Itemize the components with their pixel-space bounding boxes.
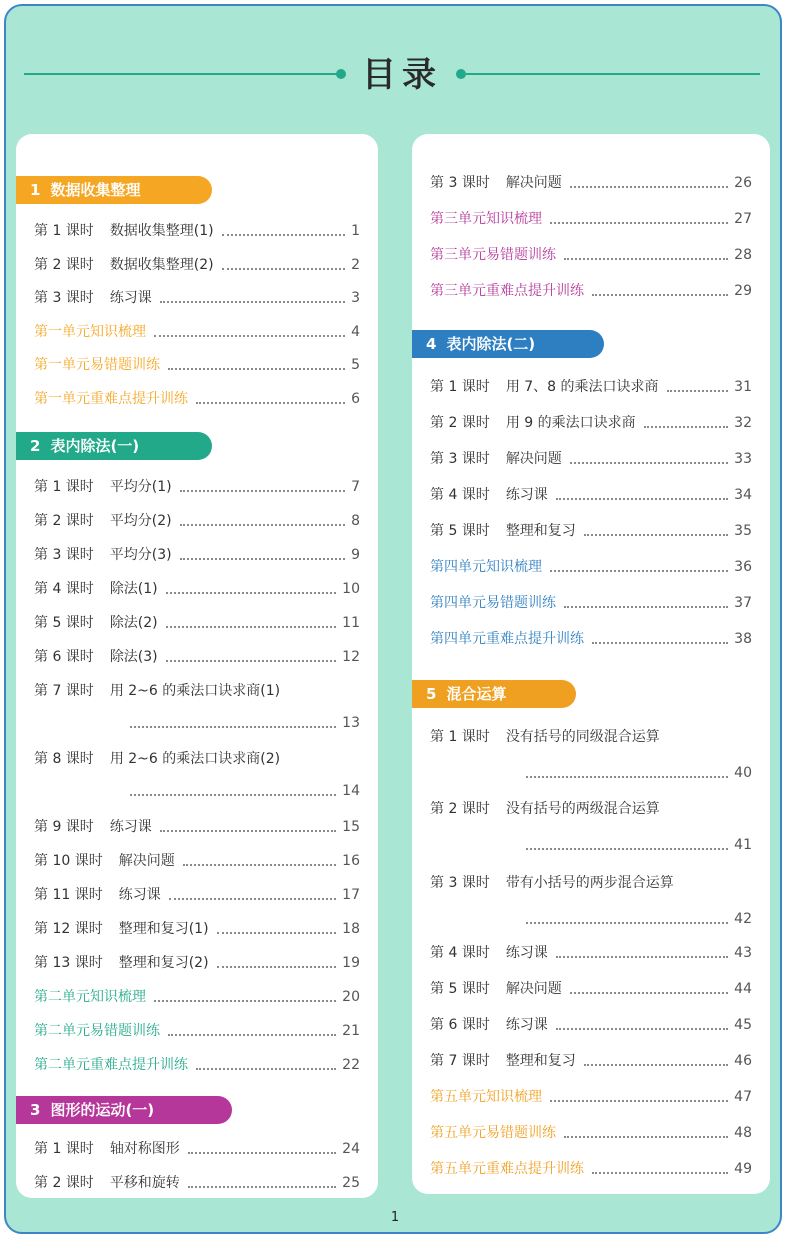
lesson-label: 第 5 课时: [430, 523, 490, 539]
entry-page-number: 27: [734, 211, 752, 227]
title-dot-left: [336, 69, 346, 79]
dot-leader: [570, 992, 728, 994]
entry-title: 解决问题: [505, 451, 562, 467]
entry-title: 除法(3): [109, 649, 158, 665]
toc-entry[interactable]: [430, 282, 752, 300]
dot-leader: [564, 258, 728, 260]
toc-entry[interactable]: [34, 222, 360, 240]
entry-page-number: 41: [734, 837, 752, 853]
dot-leader: [222, 268, 345, 270]
toc-entry[interactable]: [34, 1022, 360, 1040]
unit-header[interactable]: [16, 432, 212, 460]
entry-title: 第四单元重难点提升训练: [430, 631, 584, 647]
dot-leader: [570, 186, 728, 188]
entry-title: 平均分(2): [109, 513, 172, 529]
entry-title: 平均分(1): [109, 479, 172, 495]
dot-leader: [188, 1186, 336, 1188]
lesson-label: 第 1 课时: [34, 479, 94, 495]
toc-entry[interactable]: [430, 486, 752, 504]
entry-page-number: 40: [734, 765, 752, 781]
dot-leader: [592, 1172, 728, 1174]
entry-page-number: 15: [342, 819, 360, 835]
entry-title: 第一单元重难点提升训练: [34, 391, 188, 407]
lesson-label: 第 11 课时: [34, 887, 103, 903]
entry-title: 第一单元易错题训练: [34, 357, 160, 373]
toc-entry[interactable]: [34, 614, 360, 632]
entry-title: 用 2~6 的乘法口诀求商(2): [109, 751, 281, 767]
toc-entry[interactable]: [34, 954, 360, 972]
entry-title: 用 2~6 的乘法口诀求商(1): [109, 683, 281, 699]
entry-title: 平均分(3): [109, 547, 172, 563]
entry-page-number: 6: [351, 391, 360, 407]
lesson-label: 第 2 课时: [430, 415, 490, 431]
entry-title: 用 9 的乘法口诀求商: [505, 415, 636, 431]
entry-page-number: 20: [342, 989, 360, 1005]
toc-entry[interactable]: [34, 750, 360, 768]
entry-page-number: 13: [342, 715, 360, 731]
entry-title: 数据收集整理(2): [109, 257, 214, 273]
dot-leader: [166, 626, 337, 628]
lesson-label: 第 10 课时: [34, 853, 103, 869]
entry-title: 练习课: [109, 819, 152, 835]
entry-page-number: 26: [734, 175, 752, 191]
lesson-label: 第 2 课时: [34, 257, 94, 273]
entry-title: 数据收集整理(1): [109, 223, 214, 239]
lesson-label: 第 3 课时: [430, 875, 490, 891]
dot-leader: [130, 794, 336, 796]
dot-leader: [188, 1152, 336, 1154]
dot-leader: [526, 922, 728, 924]
entry-title: 第四单元知识梳理: [430, 559, 542, 575]
unit-header[interactable]: [412, 680, 576, 708]
toc-entry[interactable]: [430, 874, 752, 892]
entry-title: 练习课: [505, 1017, 548, 1033]
entry-page-number: 34: [734, 487, 752, 503]
entry-page-number: 43: [734, 945, 752, 961]
entry-page-number: 22: [342, 1057, 360, 1073]
dot-leader: [180, 558, 345, 560]
entry-title: 第二单元重难点提升训练: [34, 1057, 188, 1073]
lesson-label: 第 2 课时: [34, 513, 94, 529]
entry-page-number: 45: [734, 1017, 752, 1033]
entry-title: 练习课: [118, 887, 161, 903]
toc-column-right: [412, 134, 770, 1194]
toc-entry[interactable]: [34, 580, 360, 598]
toc-entry[interactable]: [34, 1174, 360, 1192]
entry-title: 除法(2): [109, 615, 158, 631]
dot-leader: [180, 490, 345, 492]
entry-title: 轴对称图形: [109, 1141, 180, 1157]
lesson-label: 第 6 课时: [34, 649, 94, 665]
toc-entry[interactable]: [34, 478, 360, 496]
entry-title: 带有小括号的两步混合运算: [505, 875, 674, 891]
toc-entry-continuation: [130, 714, 360, 732]
dot-leader: [584, 534, 728, 536]
lesson-label: 第 3 课时: [34, 290, 94, 306]
lesson-label: 第 6 课时: [430, 1017, 490, 1033]
entry-page-number: 17: [342, 887, 360, 903]
lesson-label: 第 1 课时: [34, 1141, 94, 1157]
unit-number: 5: [426, 685, 437, 703]
toc-entry-continuation: [526, 836, 752, 854]
entry-title: 练习课: [505, 487, 548, 503]
toc-entry[interactable]: [430, 594, 752, 612]
toc-entry-continuation: [526, 764, 752, 782]
toc-entry[interactable]: [34, 818, 360, 836]
dot-leader: [564, 606, 728, 608]
toc-entry[interactable]: [34, 256, 360, 274]
dot-leader: [556, 498, 728, 500]
toc-entry[interactable]: [430, 450, 752, 468]
toc-entry[interactable]: [430, 1088, 752, 1106]
toc-entry[interactable]: [34, 852, 360, 870]
lesson-label: 第 7 课时: [430, 1053, 490, 1069]
dot-leader: [526, 776, 728, 778]
lesson-label: 第 2 课时: [34, 1175, 94, 1191]
toc-entry[interactable]: [430, 944, 752, 962]
toc-column-left: [16, 134, 378, 1198]
dot-leader: [217, 932, 337, 934]
entry-title: 整理和复习: [505, 1053, 576, 1069]
title-line-left: [24, 73, 338, 75]
lesson-label: 第 1 课时: [430, 729, 490, 745]
lesson-label: 第 4 课时: [430, 945, 490, 961]
entry-title: 用 7、8 的乘法口诀求商: [505, 379, 659, 395]
dot-leader: [130, 726, 336, 728]
title-row: [20, 50, 770, 100]
entry-page-number: 49: [734, 1161, 752, 1177]
entry-page-number: 11: [342, 615, 360, 631]
entry-page-number: 9: [351, 547, 360, 563]
page-number: 1: [390, 1210, 400, 1225]
toc-entry-continuation: [526, 910, 752, 928]
entry-page-number: 16: [342, 853, 360, 869]
toc-entry[interactable]: [430, 1124, 752, 1142]
title-dot-right: [456, 69, 466, 79]
lesson-label: 第 7 课时: [34, 683, 94, 699]
unit-header[interactable]: [412, 330, 604, 358]
toc-entry[interactable]: [430, 630, 752, 648]
entry-page-number: 35: [734, 523, 752, 539]
entry-title: 第三单元知识梳理: [430, 211, 542, 227]
entry-page-number: 24: [342, 1141, 360, 1157]
dot-leader: [667, 390, 729, 392]
entry-page-number: 29: [734, 283, 752, 299]
toc-entry[interactable]: [34, 1140, 360, 1158]
entry-title: 第二单元知识梳理: [34, 989, 146, 1005]
dot-leader: [154, 1000, 336, 1002]
toc-entry[interactable]: [34, 988, 360, 1006]
lesson-label: 第 3 课时: [430, 451, 490, 467]
lesson-label: 第 5 课时: [430, 981, 490, 997]
dot-leader: [154, 335, 345, 337]
entry-page-number: 14: [342, 783, 360, 799]
toc-entry[interactable]: [430, 1160, 752, 1178]
dot-leader: [564, 1136, 728, 1138]
toc-entry[interactable]: [34, 682, 360, 700]
toc-entry[interactable]: [430, 558, 752, 576]
dot-leader: [217, 966, 337, 968]
entry-page-number: 47: [734, 1089, 752, 1105]
entry-title: 除法(1): [109, 581, 158, 597]
entry-page-number: 5: [351, 357, 360, 373]
toc-entry[interactable]: [430, 378, 752, 396]
entry-title: 第四单元易错题训练: [430, 595, 556, 611]
unit-number: 2: [30, 437, 41, 455]
dot-leader: [526, 848, 728, 850]
entry-page-number: 3: [351, 290, 360, 306]
lesson-label: 第 1 课时: [430, 379, 490, 395]
lesson-label: 第 12 课时: [34, 921, 103, 937]
toc-entry[interactable]: [430, 174, 752, 192]
toc-entry[interactable]: [34, 356, 360, 374]
entry-title: 解决问题: [505, 175, 562, 191]
entry-page-number: 28: [734, 247, 752, 263]
entry-title: 整理和复习(1): [118, 921, 209, 937]
dot-leader: [592, 642, 728, 644]
toc-entry[interactable]: [34, 546, 360, 564]
entry-page-number: 2: [351, 257, 360, 273]
lesson-label: 第 1 课时: [34, 223, 94, 239]
entry-page-number: 32: [734, 415, 752, 431]
dot-leader: [166, 660, 337, 662]
toc-entry[interactable]: [34, 323, 360, 341]
dot-leader: [169, 898, 336, 900]
entry-title: 练习课: [505, 945, 548, 961]
dot-leader: [196, 1068, 336, 1070]
dot-leader: [644, 426, 729, 428]
entry-page-number: 31: [734, 379, 752, 395]
lesson-label: 第 5 课时: [34, 615, 94, 631]
lesson-label: 第 8 课时: [34, 751, 94, 767]
toc-entry[interactable]: [34, 390, 360, 408]
entry-page-number: 38: [734, 631, 752, 647]
toc-entry[interactable]: [34, 920, 360, 938]
entry-page-number: 4: [351, 324, 360, 340]
dot-leader: [550, 1100, 728, 1102]
dot-leader: [592, 294, 728, 296]
page-title: 目录: [362, 55, 442, 95]
entry-page-number: 1: [351, 223, 360, 239]
lesson-label: 第 4 课时: [34, 581, 94, 597]
dot-leader: [196, 402, 345, 404]
entry-title: 没有括号的同级混合运算: [505, 729, 660, 745]
dot-leader: [180, 524, 345, 526]
entry-page-number: 25: [342, 1175, 360, 1191]
entry-page-number: 7: [351, 479, 360, 495]
toc-entry[interactable]: [34, 512, 360, 530]
dot-leader: [584, 1064, 728, 1066]
title-line-right: [466, 73, 760, 75]
toc-entry[interactable]: [430, 522, 752, 540]
unit-header[interactable]: [16, 176, 212, 204]
toc-entry[interactable]: [430, 800, 752, 818]
toc-page: [4, 4, 782, 1234]
entry-title: 平移和旋转: [109, 1175, 180, 1191]
entry-page-number: 42: [734, 911, 752, 927]
dot-leader: [550, 222, 728, 224]
unit-number: 3: [30, 1101, 41, 1119]
unit-number: 4: [426, 335, 437, 353]
toc-entry[interactable]: [430, 728, 752, 746]
toc-entry[interactable]: [430, 1052, 752, 1070]
entry-page-number: 18: [342, 921, 360, 937]
entry-title: 第三单元易错题训练: [430, 247, 556, 263]
entry-page-number: 8: [351, 513, 360, 529]
dot-leader: [168, 368, 345, 370]
lesson-label: 第 9 课时: [34, 819, 94, 835]
dot-leader: [166, 592, 337, 594]
lesson-label: 第 13 课时: [34, 955, 103, 971]
entry-page-number: 36: [734, 559, 752, 575]
dot-leader: [556, 956, 728, 958]
unit-name: 表内除法(二): [446, 335, 536, 353]
entry-title: 解决问题: [118, 853, 175, 869]
unit-name: 数据收集整理: [50, 181, 141, 199]
entry-page-number: 44: [734, 981, 752, 997]
toc-entry[interactable]: [430, 210, 752, 228]
lesson-label: 第 3 课时: [34, 547, 94, 563]
entry-page-number: 48: [734, 1125, 752, 1141]
entry-page-number: 37: [734, 595, 752, 611]
toc-entry-continuation: [130, 782, 360, 800]
entry-title: 整理和复习: [505, 523, 576, 539]
dot-leader: [222, 234, 345, 236]
dot-leader: [183, 864, 336, 866]
toc-entry[interactable]: [430, 980, 752, 998]
entry-title: 第五单元重难点提升训练: [430, 1161, 584, 1177]
entry-page-number: 19: [342, 955, 360, 971]
toc-entry[interactable]: [430, 1016, 752, 1034]
entry-title: 解决问题: [505, 981, 562, 997]
toc-entry[interactable]: [430, 246, 752, 264]
unit-header[interactable]: [16, 1096, 232, 1124]
entry-title: 练习课: [109, 290, 152, 306]
unit-name: 图形的运动(一): [50, 1101, 155, 1119]
entry-title: 第五单元易错题训练: [430, 1125, 556, 1141]
dot-leader: [168, 1034, 336, 1036]
lesson-label: 第 3 课时: [430, 175, 490, 191]
entry-page-number: 21: [342, 1023, 360, 1039]
lesson-label: 第 2 课时: [430, 801, 490, 817]
entry-page-number: 33: [734, 451, 752, 467]
dot-leader: [550, 570, 728, 572]
entry-title: 整理和复习(2): [118, 955, 209, 971]
unit-name: 混合运算: [446, 685, 507, 703]
entry-page-number: 10: [342, 581, 360, 597]
entry-page-number: 46: [734, 1053, 752, 1069]
entry-title: 第三单元重难点提升训练: [430, 283, 584, 299]
toc-entry[interactable]: [430, 414, 752, 432]
toc-entry[interactable]: [34, 886, 360, 904]
toc-entry[interactable]: [34, 1056, 360, 1074]
dot-leader: [160, 301, 345, 303]
entry-title: 第一单元知识梳理: [34, 324, 146, 340]
entry-page-number: 12: [342, 649, 360, 665]
dot-leader: [556, 1028, 728, 1030]
toc-entry[interactable]: [34, 289, 360, 307]
dot-leader: [570, 462, 728, 464]
entry-title: 没有括号的两级混合运算: [505, 801, 660, 817]
entry-title: 第五单元知识梳理: [430, 1089, 542, 1105]
unit-number: 1: [30, 181, 41, 199]
lesson-label: 第 4 课时: [430, 487, 490, 503]
dot-leader: [160, 830, 336, 832]
entry-title: 第二单元易错题训练: [34, 1023, 160, 1039]
unit-name: 表内除法(一): [50, 437, 140, 455]
toc-entry[interactable]: [34, 648, 360, 666]
